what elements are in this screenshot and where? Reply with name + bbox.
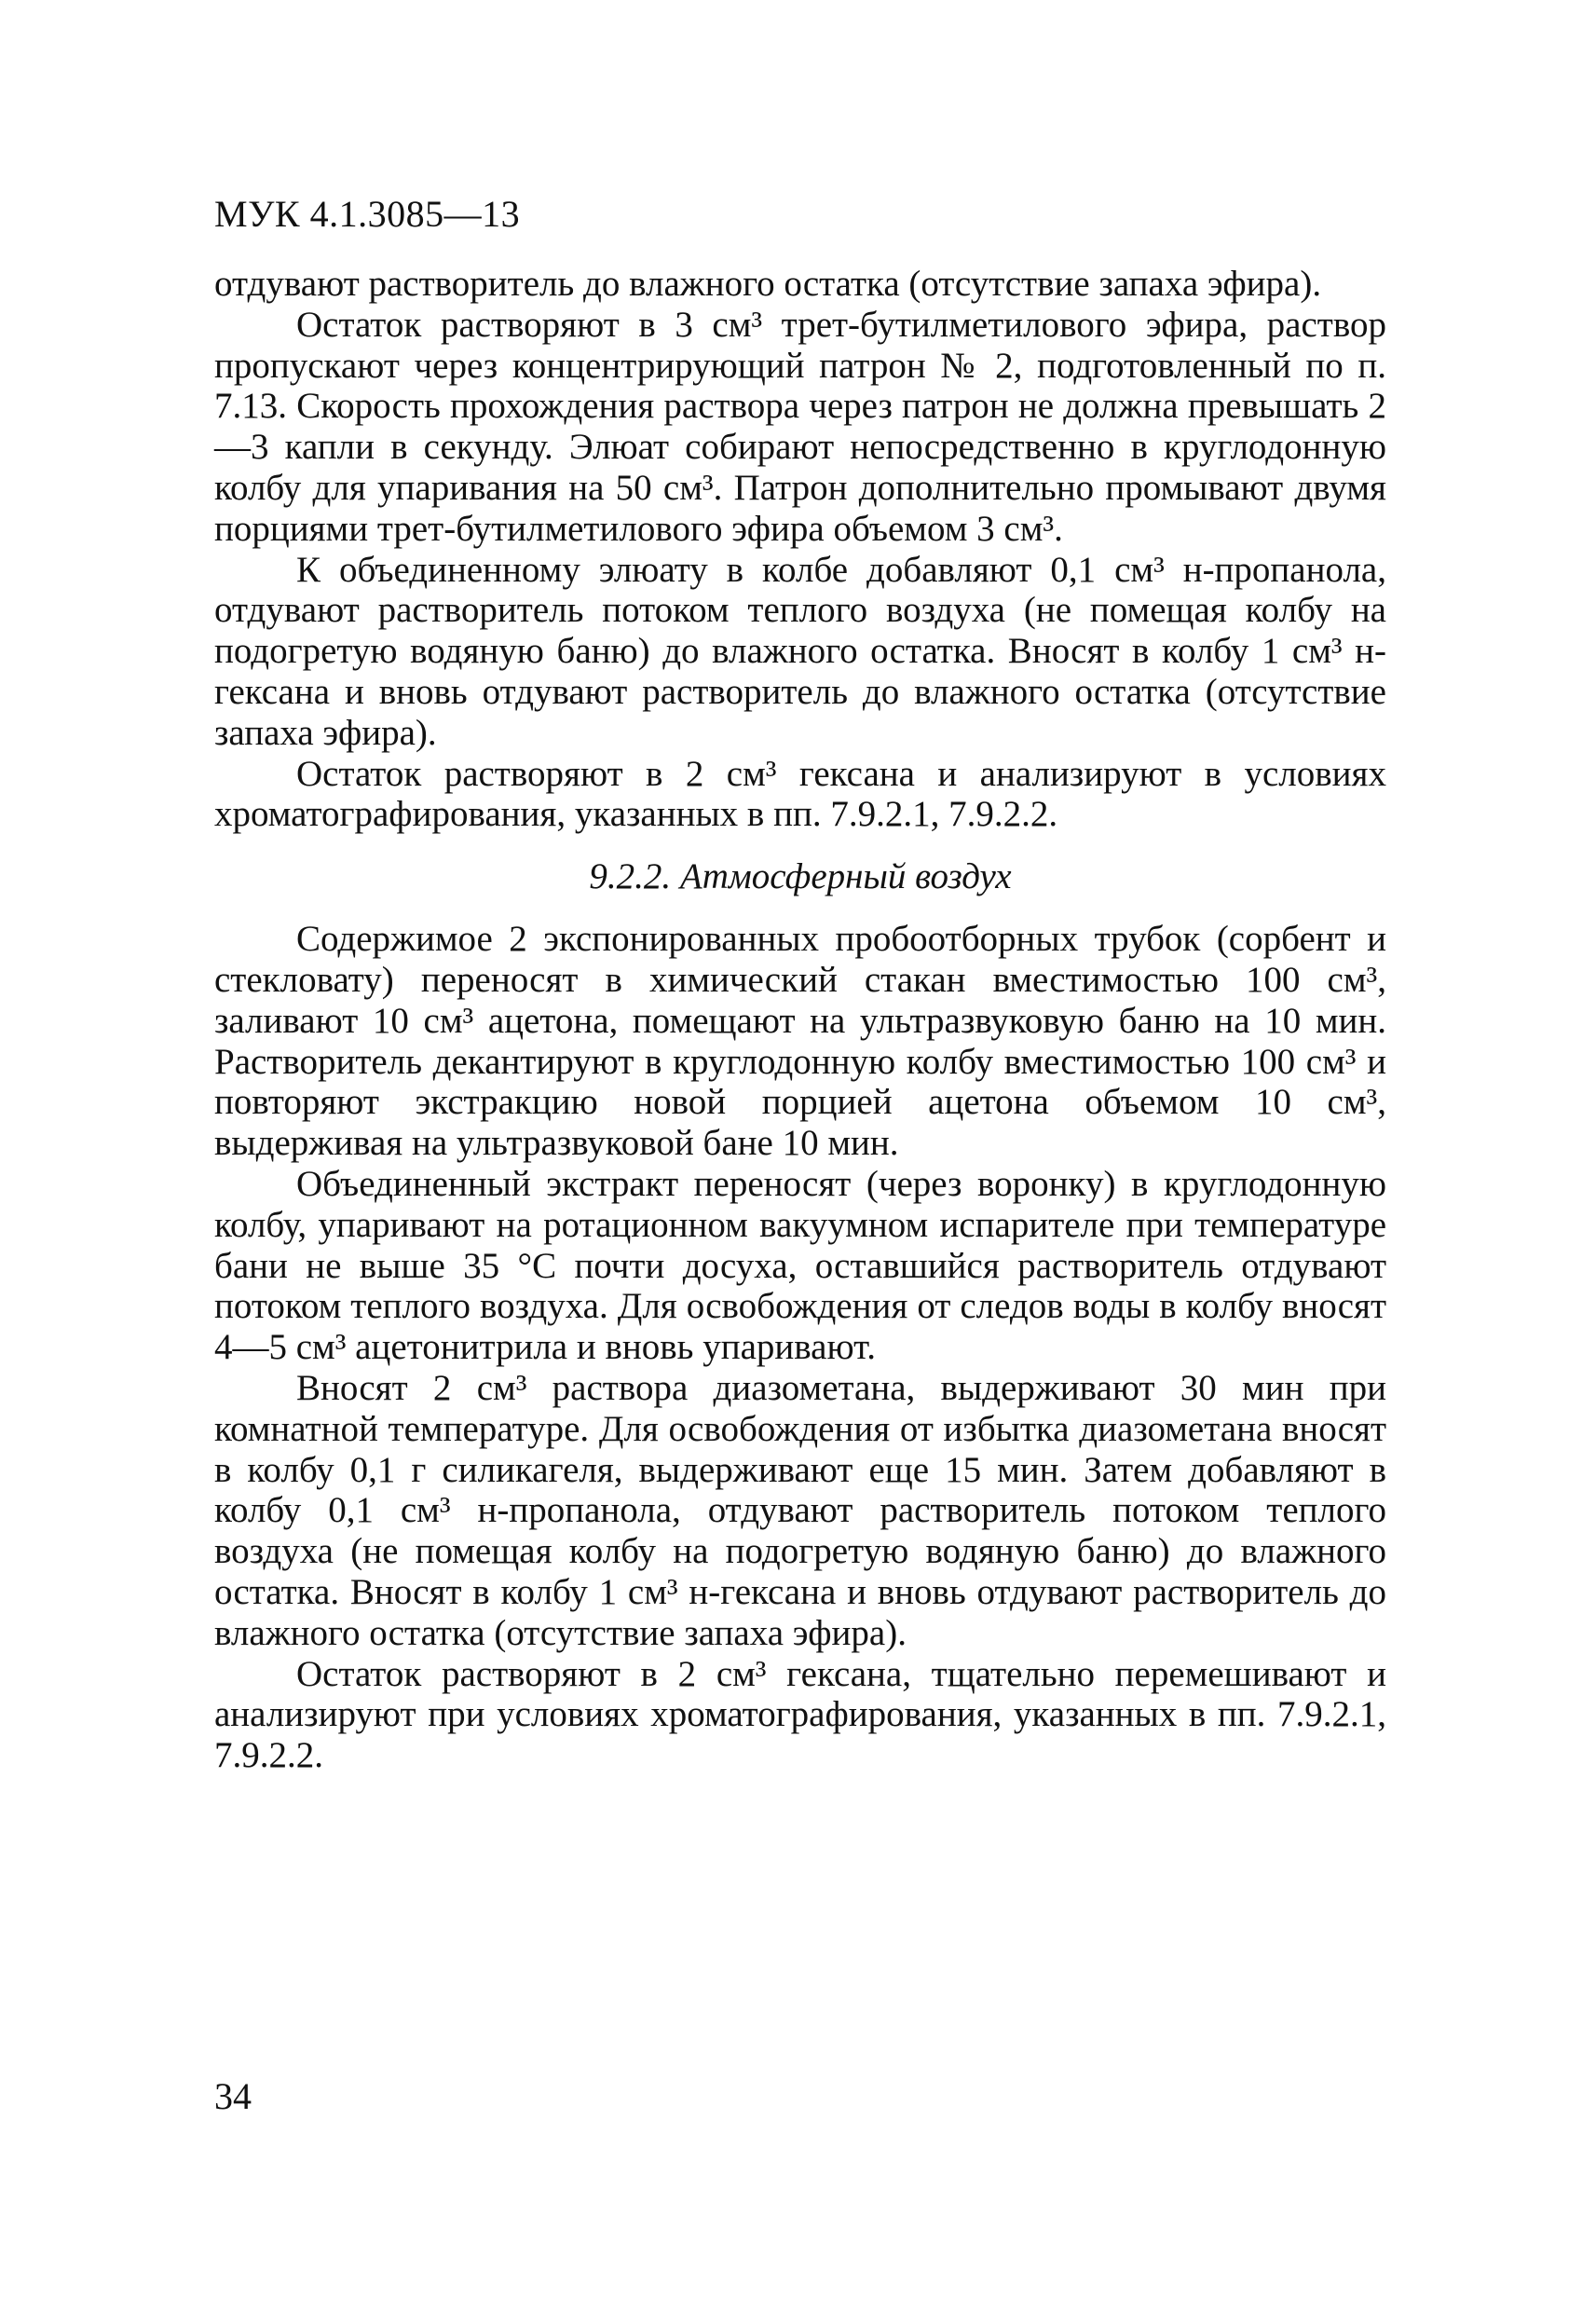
- paragraph: К объединенному элюату в колбе добавляют 0,1 см³ н-пропанола, отдувают растворитель потоком теплого воздуха (не помещая колбу на подогретую водяную баню) до влажного остатка. Вносят в колбу 1 см³ н-гексана и вновь отдувают растворитель до влажного остатка (отсутствие запаха эфира).: [214, 549, 1386, 753]
- section-title: 9.2.2. Атмосферный воздух: [589, 856, 1012, 897]
- paragraph-continuation: отдувают растворитель до влажного остатка (отсутствие запаха эфира).: [214, 264, 1322, 304]
- paragraph: Содержимое 2 экспонированных пробоотборных трубок (сорбент и стекловату) переносят в химический стакан вместимостью 100 см³, заливают 10 см³ ацетона, помещают на ультразвуковую баню на 10 мин. Растворитель декантируют в круглодонную колбу вместимостью 100 см³ и повторяют экстракцию новой порцией ацетона объемом 10 см³, выдерживая на ультразвуковой бане 10 мин.: [214, 919, 1386, 1164]
- page-number: 34: [214, 2075, 252, 2117]
- paragraph: Объединенный экстракт переносят (через воронку) в круглодонную колбу, упаривают на ротационном вакуумном испарителе при температуре бани не выше 35 °С почти досуха, оставшийся растворитель отдувают потоком теплого воздуха. Для освобождения от следов воды в колбу вносят 4—5 см³ ацетонитрила и вновь упаривают.: [214, 1163, 1386, 1368]
- paragraph: Вносят 2 см³ раствора диазометана, выдерживают 30 мин при комнатной температуре. Для освобождения от избытка диазометана вносят в колбу 0,1 г силикагеля, выдерживают еще 15 мин. Затем добавляют в колбу 0,1 см³ н-пропанола, отдувают растворитель потоком теплого воздуха (не помещая колбу на подогретую водяную баню) до влажного остатка. Вносят в колбу 1 см³ н-гексана и вновь отдувают растворитель до влажного остатка (отсутствие запаха эфира).: [214, 1367, 1386, 1653]
- paragraph: Остаток растворяют в 3 см³ трет-бутилметилового эфира, раствор пропускают через концентрирующий патрон № 2, подготовленный по п. 7.13. Скорость прохождения раствора через патрон не должна превышать 2—3 капли в секунду. Элюат собирают непосредственно в круглодонную колбу для упаривания на 50 см³. Патрон дополнительно промывают двумя порциями трет-бутилметилового эфира объемом 3 см³.: [214, 304, 1386, 549]
- document-code-header: МУК 4.1.3085—13: [214, 193, 521, 235]
- body-text: [214, 264, 1386, 1776]
- paragraph: Остаток растворяют в 2 см³ гексана, тщательно перемешивают и анализируют при условиях хроматографирования, указанных в пп. 7.9.2.1, 7.9.2.2.: [214, 1653, 1386, 1776]
- paragraph: Остаток растворяют в 2 см³ гексана и анализируют в условиях хроматографирования, указанных в пп. 7.9.2.1, 7.9.2.2.: [214, 753, 1386, 835]
